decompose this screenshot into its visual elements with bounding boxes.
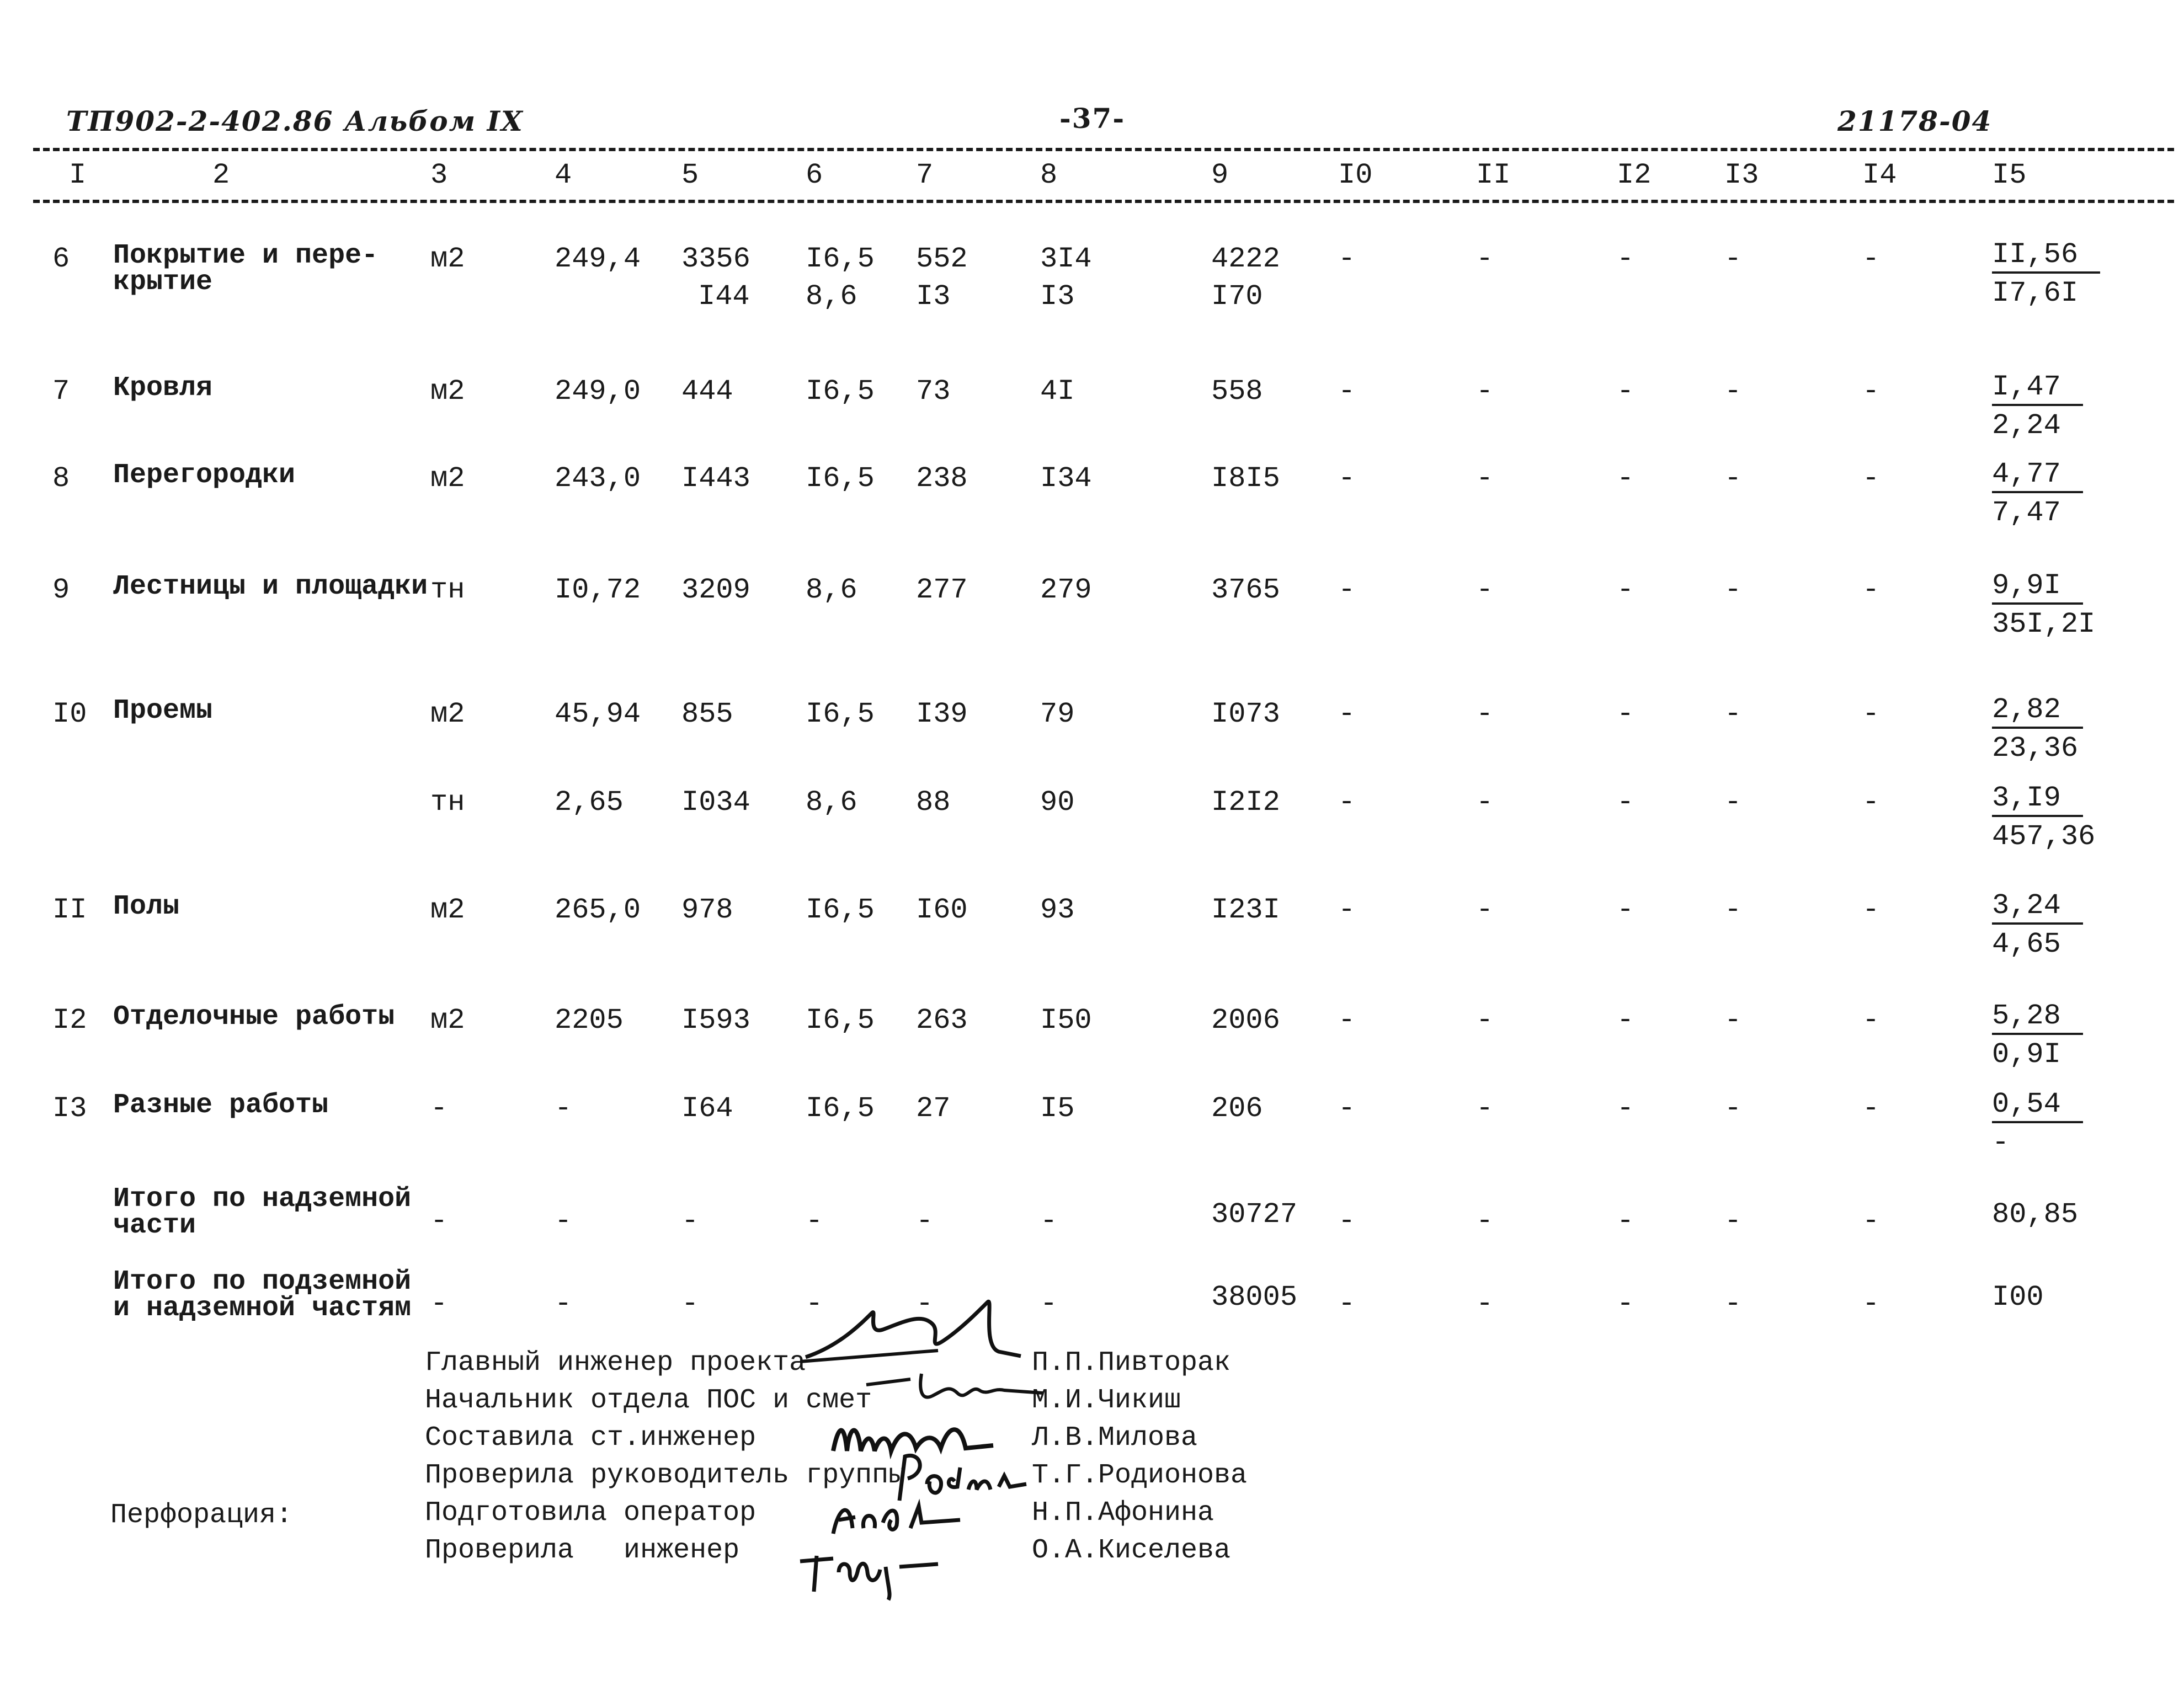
- totals-c9: 30727: [1211, 1198, 1298, 1231]
- signature-name: П.П.Пивторак: [1032, 1347, 1231, 1379]
- cell-c15-numerator: I,47: [1992, 371, 2083, 406]
- column-number: 5: [681, 159, 699, 191]
- cell-c15-denominator: 4,65: [1992, 928, 2061, 960]
- totals-c12: -: [1617, 1205, 1634, 1237]
- column-number: 3: [430, 159, 448, 191]
- totals-c4: -: [555, 1205, 572, 1237]
- cell-c7: I60: [916, 894, 968, 926]
- cell-c10: -: [1338, 462, 1356, 495]
- column-number: I0: [1338, 159, 1373, 191]
- cell-c9: I8I5: [1211, 462, 1280, 495]
- cell-c5: 3209: [681, 574, 750, 606]
- cell-c4: 2,65: [555, 786, 624, 819]
- cell-c5: I443: [681, 462, 750, 495]
- cell-c5: I64: [681, 1092, 733, 1125]
- totals-c13: -: [1724, 1205, 1742, 1237]
- totals-c5: -: [681, 1205, 699, 1237]
- cell-c10: -: [1338, 243, 1356, 275]
- signature-chikish: [861, 1363, 1059, 1412]
- unit: м2: [430, 1004, 465, 1037]
- cell-c6: I6,5: [806, 1004, 875, 1037]
- cell-c12: -: [1617, 786, 1634, 819]
- cell-c11: -: [1476, 574, 1494, 606]
- cell-c14: -: [1862, 1092, 1880, 1125]
- signature-kiseleva: [795, 1539, 960, 1600]
- cell-c9: I2I2: [1211, 786, 1280, 819]
- cell-c15-denominator: 7,47: [1992, 497, 2061, 529]
- cell-c15-numerator: 3,24: [1992, 889, 2083, 925]
- work-name: Проемы: [113, 695, 213, 727]
- cell-c15-denominator: 0,9I: [1992, 1038, 2061, 1071]
- signature-role: Проверила инженер: [425, 1535, 740, 1566]
- signature-role: Главный инженер проекта: [425, 1347, 806, 1379]
- column-number: I2: [1617, 159, 1652, 191]
- signature-name: М.И.Чикиш: [1032, 1385, 1181, 1416]
- totals-label: Итого по надземной части: [113, 1183, 412, 1241]
- cell-c11: -: [1476, 894, 1494, 926]
- cell-c12: -: [1617, 1092, 1634, 1125]
- totals-c11: -: [1476, 1205, 1494, 1237]
- totals-c4: -: [555, 1288, 572, 1320]
- cell-c8: 279: [1040, 574, 1092, 606]
- cell-c11: -: [1476, 375, 1494, 408]
- row-number: I0: [52, 698, 87, 730]
- cell-c15-numerator: II,56: [1992, 238, 2100, 274]
- cell-c15-denominator: 2,24: [1992, 409, 2061, 442]
- column-number: 8: [1040, 159, 1058, 191]
- totals-c5: -: [681, 1288, 699, 1320]
- cell-c6: 8,6: [806, 574, 857, 606]
- cell-c4: 45,94: [555, 698, 641, 730]
- work-name: Перегородки: [113, 460, 296, 491]
- cell-c15-denominator: -: [1992, 1127, 2010, 1159]
- cell-c12: -: [1617, 698, 1634, 730]
- cell-c12: -: [1617, 462, 1634, 495]
- cell-c11: -: [1476, 1004, 1494, 1037]
- column-number: 6: [806, 159, 823, 191]
- cell-c13: -: [1724, 1092, 1742, 1125]
- cell-c9: 4222: [1211, 243, 1280, 275]
- cell-c8: 3I4: [1040, 243, 1092, 275]
- cell-c14: -: [1862, 698, 1880, 730]
- cell-c8b: I3: [1040, 280, 1075, 313]
- column-number: 7: [916, 159, 934, 191]
- totals-c10: -: [1338, 1205, 1356, 1237]
- header-bottom-rule: [33, 200, 2174, 203]
- cell-c7: 263: [916, 1004, 968, 1037]
- cell-c8: 4I: [1040, 375, 1075, 408]
- cell-c5: 444: [681, 375, 733, 408]
- cell-c12: -: [1617, 574, 1634, 606]
- cell-c14: -: [1862, 1004, 1880, 1037]
- unit: м2: [430, 375, 465, 408]
- cell-c13: -: [1724, 786, 1742, 819]
- cell-c5: 978: [681, 894, 733, 926]
- cell-c4: 249,0: [555, 375, 641, 408]
- cell-c11: -: [1476, 786, 1494, 819]
- cell-c7: 73: [916, 375, 951, 408]
- cell-c11: -: [1476, 243, 1494, 275]
- row-number: I2: [52, 1004, 87, 1037]
- column-number: 4: [555, 159, 572, 191]
- cell-c9: I073: [1211, 698, 1280, 730]
- cell-c8: I34: [1040, 462, 1092, 495]
- totals-c8: -: [1040, 1288, 1058, 1320]
- cell-c15-denominator: 457,36: [1992, 820, 2096, 853]
- cell-c13: -: [1724, 574, 1742, 606]
- cell-c13: -: [1724, 243, 1742, 275]
- work-name: Отделочные работы: [113, 1001, 395, 1033]
- cell-c5: 855: [681, 698, 733, 730]
- cell-c10: -: [1338, 574, 1356, 606]
- cell-c15-numerator: 2,82: [1992, 693, 2083, 729]
- cell-c7: 552: [916, 243, 968, 275]
- cell-c4: I0,72: [555, 574, 641, 606]
- cell-c15-numerator: 0,54: [1992, 1088, 2083, 1123]
- signature-name: Н.П.Афонина: [1032, 1497, 1214, 1529]
- row-number: I3: [52, 1092, 87, 1125]
- cell-c6: I6,5: [806, 698, 875, 730]
- cell-c15-numerator: 9,9I: [1992, 569, 2083, 605]
- cell-c10: -: [1338, 786, 1356, 819]
- row-number: 7: [52, 375, 70, 408]
- perforation-label: Перфорация:: [110, 1499, 293, 1531]
- page-number: -37-: [1059, 102, 1126, 135]
- totals-c6: -: [806, 1288, 823, 1320]
- cell-c4: 2205: [555, 1004, 624, 1037]
- cell-c10: -: [1338, 894, 1356, 926]
- cell-c13: -: [1724, 375, 1742, 408]
- unit: тн: [430, 574, 465, 606]
- cell-c9: 558: [1211, 375, 1263, 408]
- cell-c10: -: [1338, 1092, 1356, 1125]
- cell-c14: -: [1862, 894, 1880, 926]
- cell-c11: -: [1476, 462, 1494, 495]
- totals-c11: -: [1476, 1288, 1494, 1320]
- cell-c6: I6,5: [806, 375, 875, 408]
- row-number: 6: [52, 243, 70, 275]
- cell-c15-numerator: 4,77: [1992, 458, 2083, 493]
- cell-c14: -: [1862, 375, 1880, 408]
- column-number: II: [1476, 159, 1511, 191]
- cell-c10: -: [1338, 1004, 1356, 1037]
- work-name: Кровля: [113, 372, 213, 404]
- signature-role: Подготовила оператор: [425, 1497, 757, 1529]
- cell-c13: -: [1724, 1004, 1742, 1037]
- totals-c3: -: [430, 1288, 448, 1320]
- cell-c12: -: [1617, 894, 1634, 926]
- signature-afonina: [822, 1490, 988, 1539]
- column-number: I: [69, 159, 87, 191]
- signature-pivtorak: [795, 1291, 1026, 1374]
- cell-c13: -: [1724, 462, 1742, 495]
- cell-c6: 8,6: [806, 786, 857, 819]
- totals-label: Итого по подземной и надземной частям: [113, 1266, 412, 1324]
- cell-c15-denominator: I7,6I: [1992, 277, 2079, 309]
- cell-c5: I034: [681, 786, 750, 819]
- signature-name: Л.В.Милова: [1032, 1422, 1198, 1454]
- totals-c15: I00: [1992, 1281, 2044, 1314]
- cell-c11: -: [1476, 1092, 1494, 1125]
- totals-c6: -: [806, 1205, 823, 1237]
- totals-c10: -: [1338, 1288, 1356, 1320]
- totals-c9: 38005: [1211, 1281, 1298, 1314]
- totals-c14: -: [1862, 1205, 1880, 1237]
- cell-c6: I6,5: [806, 1092, 875, 1125]
- column-number: I3: [1724, 159, 1759, 191]
- cell-c4: 265,0: [555, 894, 641, 926]
- cell-c13: -: [1724, 698, 1742, 730]
- column-number: 9: [1211, 159, 1229, 191]
- cell-c7: 27: [916, 1092, 951, 1125]
- cell-c8: 90: [1040, 786, 1075, 819]
- work-name: Лестницы и площадки: [113, 571, 428, 602]
- row-number: II: [52, 894, 87, 926]
- cell-c15-numerator: 5,28: [1992, 1000, 2083, 1035]
- cell-c9: I23I: [1211, 894, 1280, 926]
- cell-c12: -: [1617, 1004, 1634, 1037]
- column-number: I5: [1992, 159, 2027, 191]
- cell-c9b: I70: [1211, 280, 1263, 313]
- row-number: 9: [52, 574, 70, 606]
- cell-c11: -: [1476, 698, 1494, 730]
- cell-c9: 206: [1211, 1092, 1263, 1125]
- header-top-rule: [33, 148, 2174, 151]
- cell-c7: 238: [916, 462, 968, 495]
- cell-c6b: 8,6: [806, 280, 857, 313]
- cell-c8: 79: [1040, 698, 1075, 730]
- cell-c8: I50: [1040, 1004, 1092, 1037]
- totals-c7: -: [916, 1288, 934, 1320]
- cell-c8: 93: [1040, 894, 1075, 926]
- cell-c14: -: [1862, 574, 1880, 606]
- totals-c12: -: [1617, 1288, 1634, 1320]
- work-name: Полы: [113, 891, 180, 922]
- unit: м2: [430, 894, 465, 926]
- unit: м2: [430, 698, 465, 730]
- totals-c8: -: [1040, 1205, 1058, 1237]
- cell-c7: 277: [916, 574, 968, 606]
- column-number: 2: [212, 159, 230, 191]
- cell-c4: 243,0: [555, 462, 641, 495]
- totals-c13: -: [1724, 1288, 1742, 1320]
- cell-c10: -: [1338, 375, 1356, 408]
- cell-c15-denominator: 35I,2I: [1992, 608, 2096, 641]
- signature-role: Начальник отдела ПОС и смет: [425, 1385, 872, 1416]
- cell-c7: I39: [916, 698, 968, 730]
- cell-c5: 3356: [681, 243, 750, 275]
- cell-c12: -: [1617, 243, 1634, 275]
- cell-c7b: I3: [916, 280, 951, 313]
- cell-c4: -: [555, 1092, 572, 1125]
- row-number: 8: [52, 462, 70, 495]
- cell-c14: -: [1862, 786, 1880, 819]
- sheet-code: 21178-04: [1837, 105, 1993, 137]
- cell-c14: -: [1862, 462, 1880, 495]
- cell-c14: -: [1862, 243, 1880, 275]
- work-name: Покрытие и пере- крытие: [113, 240, 379, 298]
- cell-c4: 249,4: [555, 243, 641, 275]
- signature-role: Составила ст.инженер: [425, 1422, 757, 1454]
- cell-c5b: I44: [698, 280, 750, 313]
- unit: м2: [430, 243, 465, 275]
- cell-c9: 3765: [1211, 574, 1280, 606]
- totals-c14: -: [1862, 1288, 1880, 1320]
- totals-c15: 80,85: [1992, 1198, 2079, 1231]
- cell-c10: -: [1338, 698, 1356, 730]
- cell-c9: 2006: [1211, 1004, 1280, 1037]
- signature-name: О.А.Киселева: [1032, 1535, 1231, 1566]
- cell-c15-denominator: 23,36: [1992, 732, 2079, 765]
- signature-role: Проверила руководитель группы: [425, 1460, 905, 1491]
- column-number: I4: [1862, 159, 1897, 191]
- unit: м2: [430, 462, 465, 495]
- cell-c7: 88: [916, 786, 951, 819]
- cell-c12: -: [1617, 375, 1634, 408]
- cell-c6: I6,5: [806, 462, 875, 495]
- cell-c6: I6,5: [806, 894, 875, 926]
- unit: -: [430, 1092, 448, 1125]
- cell-c15-numerator: 3,I9: [1992, 782, 2083, 817]
- totals-c3: -: [430, 1205, 448, 1237]
- cell-c13: -: [1724, 894, 1742, 926]
- cell-c6: I6,5: [806, 243, 875, 275]
- cell-c5: I593: [681, 1004, 750, 1037]
- signature-name: Т.Г.Родионова: [1032, 1460, 1248, 1491]
- work-name: Разные работы: [113, 1090, 329, 1121]
- cell-c8: I5: [1040, 1092, 1075, 1125]
- unit: тн: [430, 786, 465, 819]
- totals-c7: -: [916, 1205, 934, 1237]
- document-code: ТП902-2-402.86 Альбом IX: [66, 105, 524, 137]
